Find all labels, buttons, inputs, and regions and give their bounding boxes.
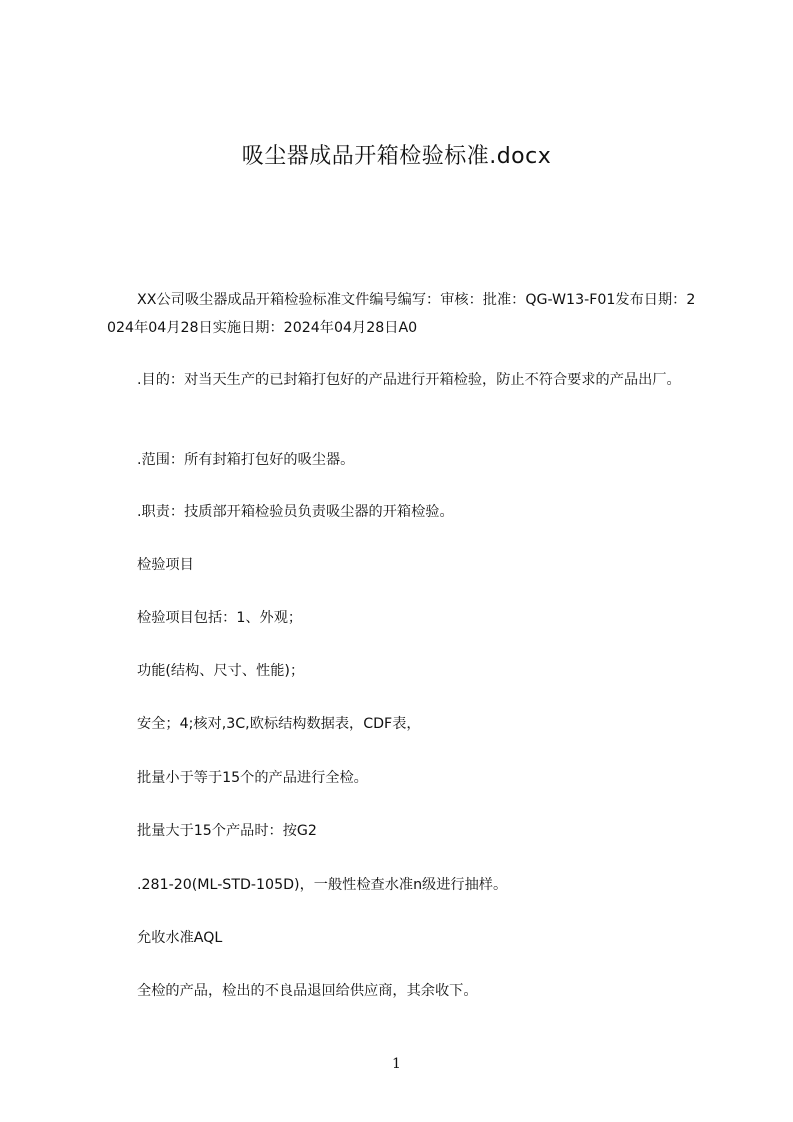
scope-paragraph: .范围：所有封箱打包好的吸尘器。 bbox=[137, 452, 355, 468]
function-paragraph: 功能(结构、尺寸、性能)； bbox=[137, 663, 305, 679]
page-number: 1 bbox=[392, 1056, 401, 1072]
safety-paragraph: 安全；4;核对,3C,欧标结构数据表，CDF表， bbox=[137, 716, 421, 732]
aql-paragraph: 允收水准AQL bbox=[137, 930, 223, 946]
header-info-paragraph: XX公司吸尘器成品开箱检验标准文件编号编写：审核：批准：QG-W13-F01发布日期：2024年04月28日实施日期：2024年04月28日A0 bbox=[107, 292, 696, 336]
inspection-items-heading: 检验项目 bbox=[137, 557, 194, 573]
return-paragraph: 全检的产品，检出的不良品退回给供应商，其余收下。 bbox=[137, 983, 478, 999]
standard-paragraph: .281-20(ML-STD-105D)，一般性检查水准n级进行抽样。 bbox=[137, 877, 508, 893]
sampling-paragraph: 批量大于15个产品时：按G2 bbox=[137, 823, 317, 839]
purpose-paragraph: .目的：对当天生产的已封箱打包好的产品进行开箱检验，防止不符合要求的产品出厂。 bbox=[137, 372, 681, 388]
document-title: 吸尘器成品开箱检验标准.docx bbox=[241, 144, 552, 169]
responsibility-paragraph: .职责：技质部开箱检验员负责吸尘器的开箱检验。 bbox=[137, 504, 454, 520]
full-inspection-paragraph: 批量小于等于15个的产品进行全检。 bbox=[137, 770, 368, 786]
inspection-items-paragraph: 检验项目包括：1、外观； bbox=[137, 610, 303, 626]
